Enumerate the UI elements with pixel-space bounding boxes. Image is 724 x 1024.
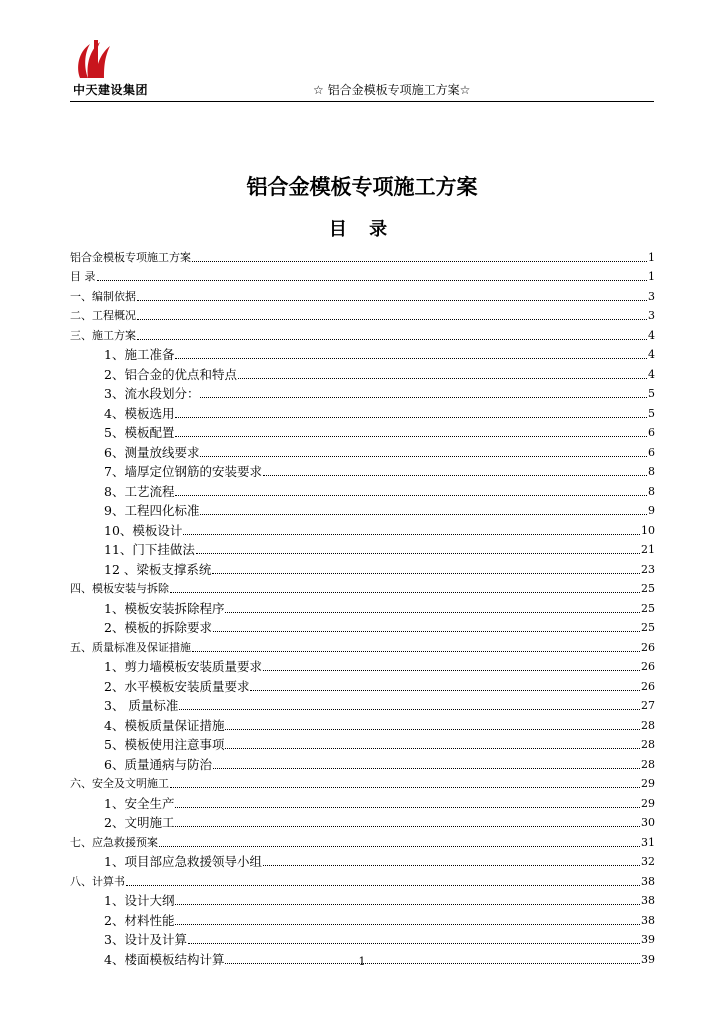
toc-entry-page: 4 [648,348,655,361]
toc-leader-dots [175,924,640,925]
toc-entry[interactable] [70,674,655,694]
toc-entry-page: 32 [641,855,655,868]
toc-entry-page: 1 [648,250,655,264]
toc-entry[interactable] [70,811,655,831]
toc-leader-dots [225,729,640,730]
toc-leader-dots [137,319,647,320]
toc-entry[interactable] [70,908,655,928]
toc-leader-dots [175,495,647,496]
toc-entry-title: 2、文明施工 [104,815,175,830]
toc-leader-dots [225,612,640,613]
toc-leader-dots [263,670,640,671]
toc-entry-page: 23 [641,562,655,576]
toc-leader-dots [159,846,640,847]
toc-entry-page: 25 [641,601,655,615]
toc-leader-dots [183,534,640,535]
toc-entry[interactable] [70,323,655,343]
toc-entry-page: 26 [641,640,655,654]
header-title: ☆ 铝合金模板专项施工方案☆ [313,83,471,97]
toc-entry-title: 5、模板使用注意事项 [104,737,225,752]
toc-leader-dots [175,807,640,808]
toc-entry-title: 2、水平模板安装质量要求 [104,678,250,694]
toc-entry-page: 38 [641,874,655,888]
toc-entry[interactable] [70,440,655,460]
toc-entry-title: 6、质量通病与防治 [104,756,212,772]
toc-entry[interactable] [70,499,655,519]
toc-entry-title: 2、材料性能 [104,912,175,928]
toc-entry[interactable] [70,245,655,265]
toc-entry-page: 8 [648,484,655,498]
company-name: 中天建设集团 [73,83,149,97]
toc-entry-page: 28 [641,738,655,751]
toc-entry-title: 目 录 [70,270,96,283]
toc-entry-title: 4、楼面模板结构计算 [104,951,225,967]
toc-entry-page: 28 [641,718,655,732]
toc-entry[interactable] [70,713,655,733]
toc-entry-title: 四、模板安装与拆除 [70,582,169,595]
toc-entry-page: 8 [648,465,655,478]
document-title: 铝合金模板专项施工方案 [246,175,478,199]
toc-leader-dots [200,514,647,515]
toc-entry-page: 6 [648,426,655,439]
toc-entry-page: 26 [641,679,655,693]
toc-entry[interactable] [70,596,655,616]
toc-leader-dots [196,553,640,554]
toc-entry-title: 铝合金模板专项施工方案 [70,250,191,264]
toc-leader-dots [250,690,640,691]
toc-leader-dots [200,456,647,457]
toc-entry-page: 30 [641,816,655,829]
toc-leader-dots [179,709,640,710]
toc-entry-page: 3 [648,289,655,303]
toc-entry-page: 25 [641,582,655,595]
toc-leader-dots [263,475,647,476]
toc-entry-page: 39 [641,952,655,966]
toc-leader-dots [170,787,640,788]
toc-leader-dots [188,943,640,944]
toc-entry-page: 3 [648,309,655,322]
toc-entry-page: 4 [648,328,655,342]
toc-entry-page: 27 [641,699,655,712]
toc-entry[interactable] [70,869,655,889]
toc-entry[interactable] [70,830,655,850]
toc-entry[interactable] [70,791,655,811]
toc-entry[interactable] [70,616,655,636]
toc-leader-dots [263,865,640,866]
toc-entry-page: 28 [641,757,655,771]
toc-entry-page: 9 [648,504,655,517]
toc-entry[interactable] [70,421,655,441]
toc-entry-title: 6、测量放线要求 [104,444,200,460]
toc-entry[interactable] [70,538,655,558]
toc-entry-page: 29 [641,796,655,810]
toc-entry-title: 1、施工准备 [104,347,175,362]
toc-entry-title: 2、铝合金的优点和特点 [104,366,237,382]
toc-entry-title: 3、流水段划分： [104,386,200,401]
toc-entry[interactable] [70,362,655,382]
toc-leader-dots [97,280,648,281]
toc-entry[interactable] [70,772,655,792]
toc-entry[interactable] [70,557,655,577]
toc-entry-title: 三、施工方案 [70,328,136,342]
toc-entry-title: 一、编制依据 [70,289,136,303]
toc-entry-page: 4 [648,367,655,381]
toc-leader-dots [238,378,647,379]
toc-entry-title: 4、模板选用 [104,405,175,421]
toc-leader-dots [175,417,647,418]
toc-entry-title: 1、设计大纲 [104,893,175,908]
toc-entry[interactable] [70,694,655,714]
toc-entry[interactable] [70,850,655,870]
toc-leader-dots [170,592,640,593]
toc-entry-title: 9、工程四化标准 [104,503,200,518]
toc-entry-page: 6 [648,445,655,459]
toc-entry-title: 11、门下挂做法 [104,542,195,557]
toc-entry-page: 38 [641,913,655,927]
toc-leader-dots [213,768,640,769]
toc-entry[interactable] [70,401,655,421]
toc-entry-title: 八、计算书 [70,874,125,888]
toc-leader-dots [175,826,640,827]
toc-entry-page: 1 [648,270,655,283]
toc-entry[interactable] [70,460,655,480]
toc-entry-title: 1、项目部应急救援领导小组 [104,854,262,869]
toc-entry-title: 五、质量标准及保证措施 [70,640,191,654]
toc-entry-page: 5 [648,387,655,400]
toc-entry-page: 21 [641,543,655,556]
toc-entry[interactable] [70,518,655,538]
toc-entry-title: 六、安全及文明施工 [70,777,169,790]
toc-entry[interactable] [70,655,655,675]
toc-leader-dots [192,261,647,262]
toc-leader-dots [175,904,640,905]
company-logo [74,38,118,82]
page-number: 1 [358,955,366,968]
toc-entry-title: 8、工艺流程 [104,483,175,499]
toc-entry-page: 5 [648,406,655,420]
toc-entry-title: 5、模板配置 [104,425,175,440]
toc-entry[interactable] [70,343,655,363]
toc-entry-title: 2、模板的拆除要求 [104,620,212,635]
toc-entry-title: 二、工程概况 [70,309,136,322]
table-of-contents [70,245,655,967]
toc-leader-dots [213,631,640,632]
toc-leader-dots [137,339,647,340]
toc-leader-dots [212,573,640,574]
toc-entry-page: 29 [641,777,655,790]
toc-entry-title: 10、模板设计 [104,522,183,538]
toc-entry-page: 38 [641,894,655,907]
toc-leader-dots [175,358,647,359]
toc-entry[interactable] [70,928,655,948]
toc-entry[interactable] [70,284,655,304]
toc-entry-title: 1、模板安装拆除程序 [104,600,225,616]
toc-entry-page: 31 [641,835,655,849]
toc-heading: 目 录 [328,219,396,240]
toc-entry[interactable] [70,733,655,753]
toc-entry-page: 25 [641,621,655,634]
toc-entry[interactable] [70,382,655,402]
toc-entry-title: 七、应急救援预案 [70,835,158,849]
toc-entry-page: 10 [641,523,655,537]
toc-entry-title: 3、设计及计算 [104,932,187,947]
toc-entry[interactable] [70,577,655,597]
toc-entry-title: 12 、梁板支撑系统 [104,561,212,577]
toc-entry-title: 1、剪力墙模板安装质量要求 [104,659,262,674]
toc-entry-page: 26 [641,660,655,673]
toc-entry-title: 7、墙厚定位钢筋的安装要求 [104,464,262,479]
toc-entry-title: 1、安全生产 [104,795,175,811]
toc-entry[interactable] [70,479,655,499]
toc-leader-dots [175,436,647,437]
toc-leader-dots [137,300,647,301]
toc-entry[interactable] [70,752,655,772]
toc-entry[interactable] [70,889,655,909]
toc-leader-dots [200,397,647,398]
toc-entry[interactable] [70,304,655,324]
toc-entry-title: 3、 质量标准 [104,698,179,713]
header-divider [70,101,654,102]
toc-leader-dots [225,748,640,749]
toc-entry-page: 39 [641,933,655,946]
toc-leader-dots [126,885,640,886]
toc-entry-title: 4、模板质量保证措施 [104,717,225,733]
toc-entry[interactable] [70,635,655,655]
toc-leader-dots [192,651,640,652]
toc-entry[interactable] [70,265,655,285]
